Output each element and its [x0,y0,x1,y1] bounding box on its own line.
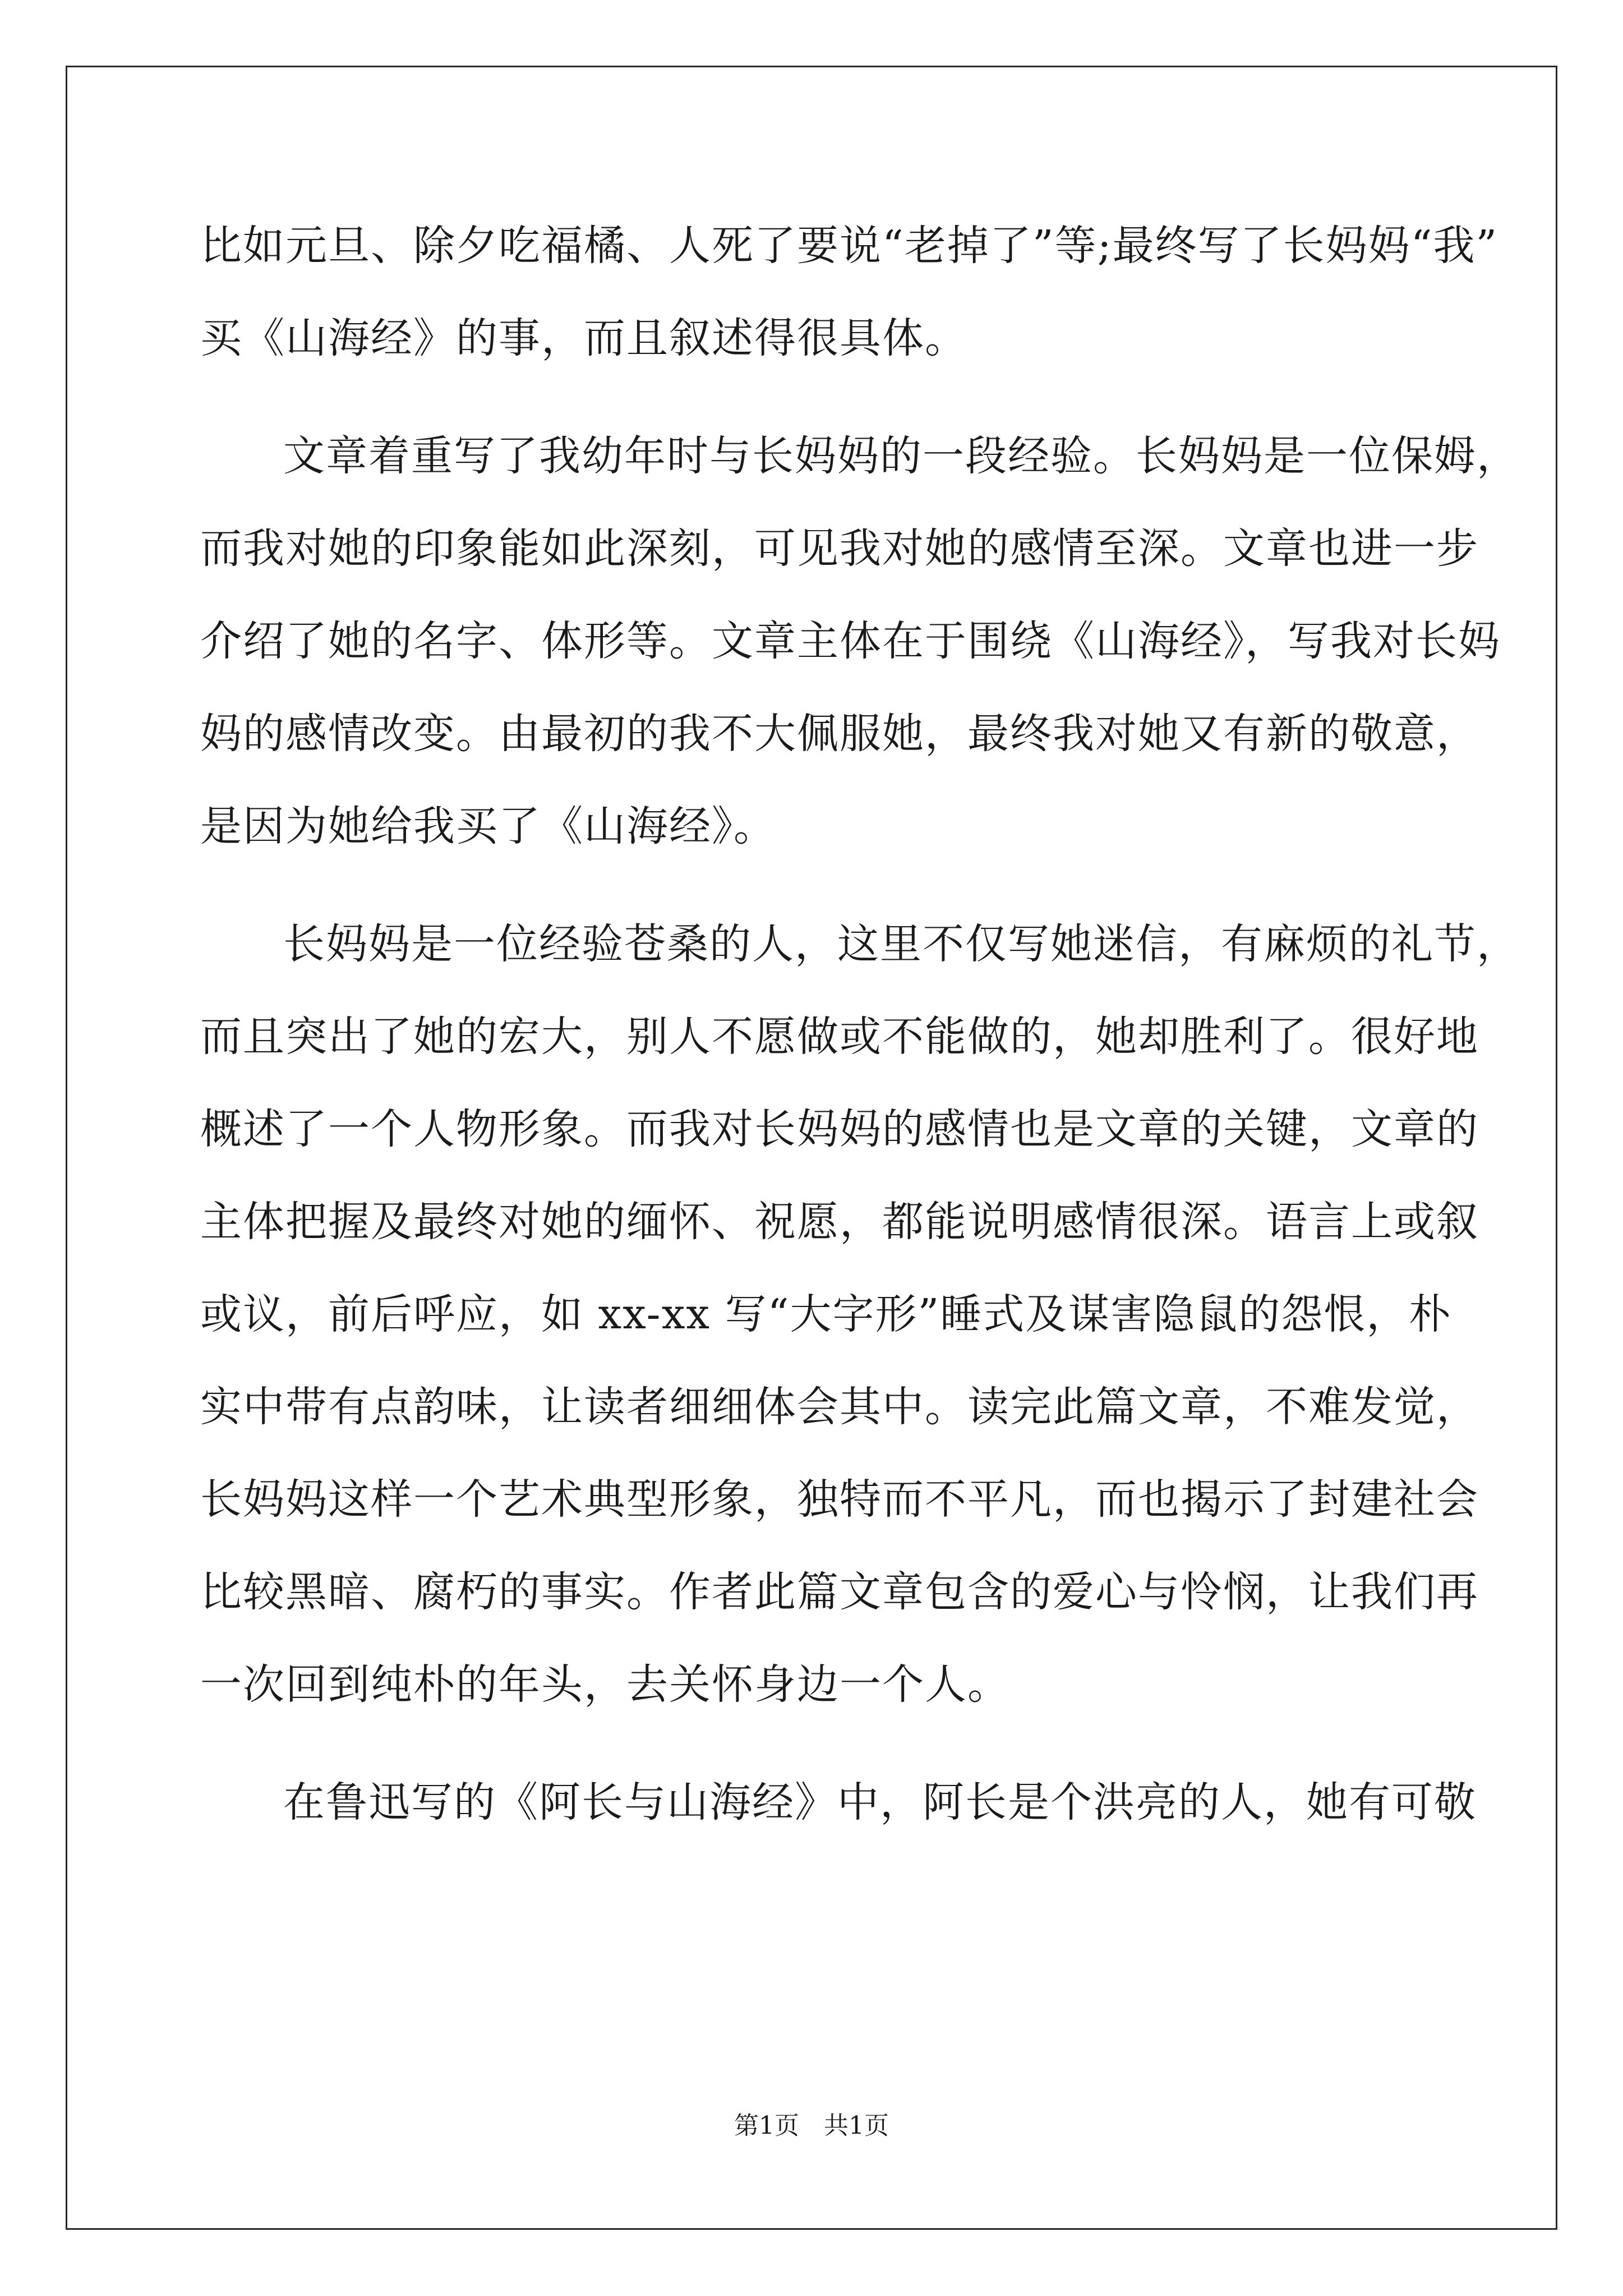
text-line: 一次回到纯朴的年头，去关怀身边一个人。 [200,1660,1010,1709]
text-line: 妈的感情改变。由最初的我不大佩服她，最终我对她又有新的敬意， [200,710,1479,758]
paragraph-start-line: 文章着重写了我幼年时与长妈妈的一段经验。长妈妈是一位保姆， [283,432,1519,480]
text-line: 介绍了她的名字、体形等。文章主体在于围绕《山海经》，写我对长妈 [200,617,1501,665]
page-footer: 第1页 共1页 [734,2111,889,2140]
paragraph-start-line: 在鲁迅写的《阿长与山海经》中，阿长是个洪亮的人，她有可敬 [283,1778,1477,1826]
text-line: 比较黑暗、腐朽的事实。作者此篇文章包含的爱心与怜悯，让我们再 [200,1568,1479,1616]
text-line: 主体把握及最终对她的缅怀、祝愿，都能说明感情很深。语言上或叙 [200,1198,1479,1246]
text-line: 比如元旦、除夕吃福橘、人死了要说“老掉了”等;最终写了长妈妈“我” [200,222,1498,270]
paragraph-start-line: 长妈妈是一位经验苍桑的人，这里不仅写她迷信，有麻烦的礼节， [283,920,1519,968]
text-line: 而我对她的印象能如此深刻，可见我对她的感情至深。文章也进一步 [200,524,1479,573]
text-line: 而且突出了她的宏大，别人不愿做或不能做的，她却胜利了。很好地 [200,1013,1479,1061]
text-line: 是因为她给我买了《山海经》。 [200,802,776,850]
text-line: 或议，前后呼应，如 xx-xx 写“大字形”睡式及谋害隐鼠的怨恨，朴 [200,1290,1452,1338]
text-line: 买《山海经》的事，而且叙述得很具体。 [200,314,967,362]
text-line: 概述了一个人物形象。而我对长妈妈的感情也是文章的关键，文章的 [200,1105,1479,1153]
text-line: 实中带有点韵味，让读者细细体会其中。读完此篇文章，不难发觉， [200,1383,1479,1431]
text-line: 长妈妈这样一个艺术典型形象，独特而不平凡，而也揭示了封建社会 [200,1475,1479,1524]
